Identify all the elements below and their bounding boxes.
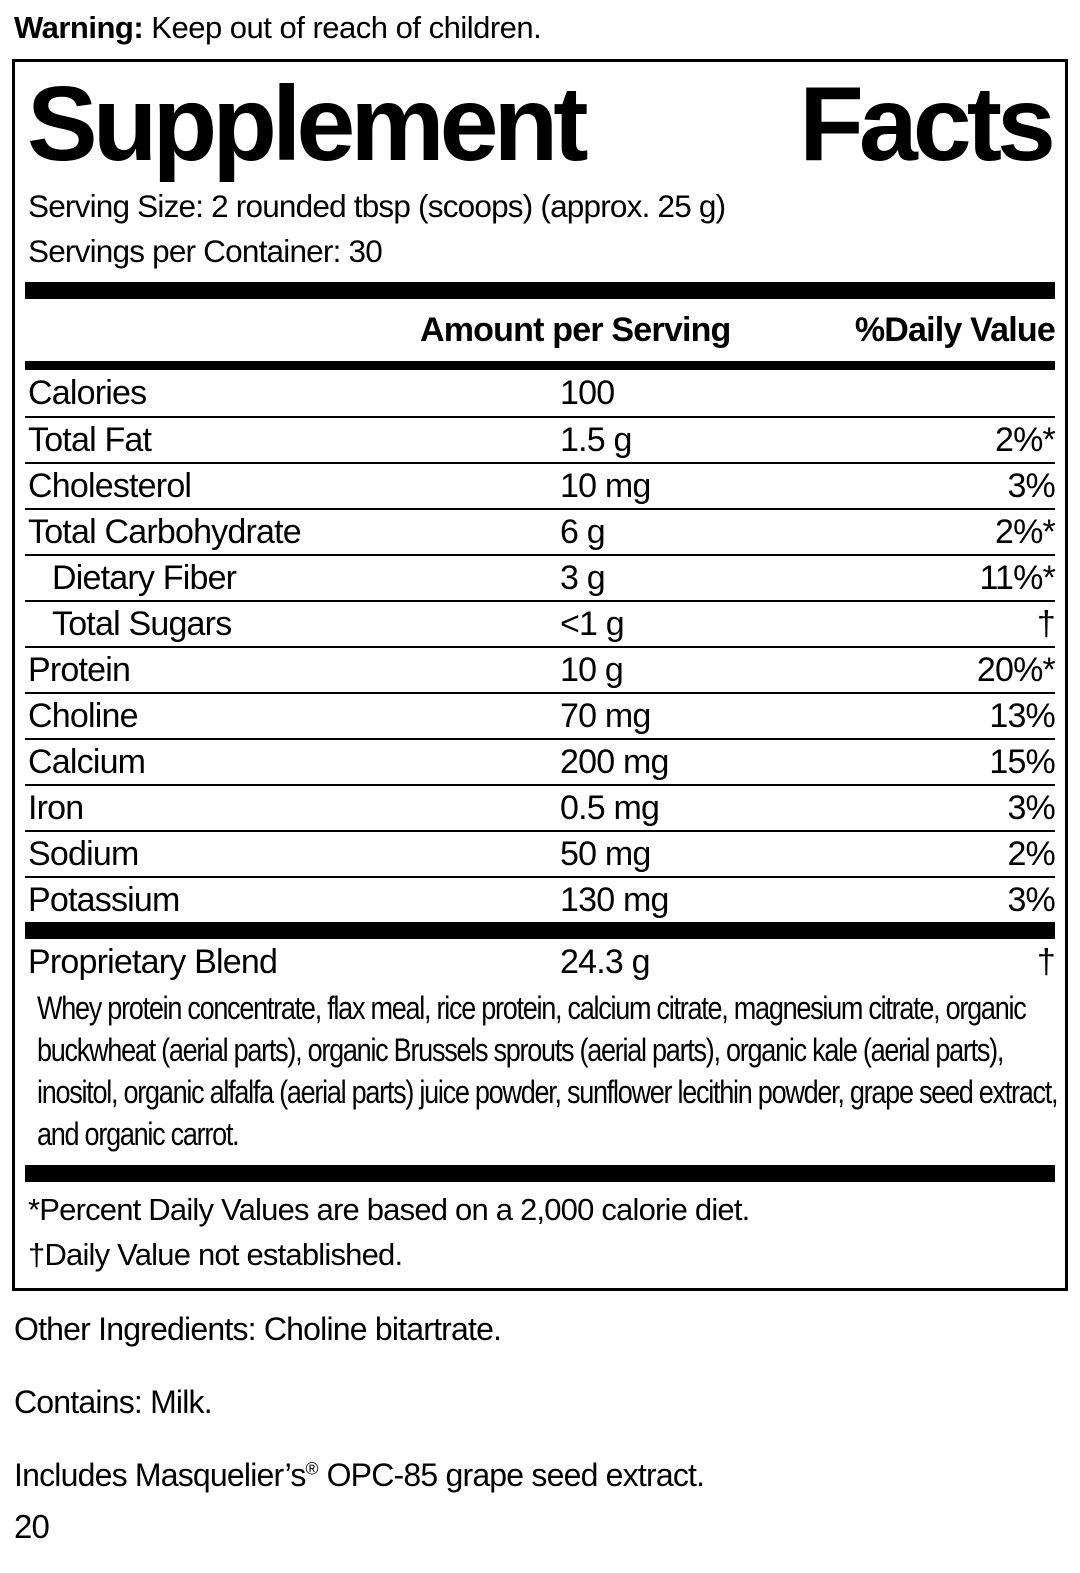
- nutrient-row-total-carbohydrate: [25, 508, 1055, 554]
- nutrient-amount: 200 mg: [560, 742, 669, 781]
- registered-trademark-mark: ®: [305, 1458, 319, 1479]
- daily-value-header: %Daily Value: [854, 310, 1055, 349]
- blend-description: Whey protein concentrate, flax meal, rice protein, calcium citrate, magnesium citrate, organic buckwheat (aerial parts), organic Brussels sprouts (aerial parts), organic kale (aerial parts), inositol, organic alfalfa (aerial parts) juice powder, sunflower lecithin powder, grape seed extract, and organic carrot.: [37, 990, 1058, 1153]
- nutrient-row-potassium: [25, 876, 1055, 922]
- divider-bar-top: [25, 282, 1055, 299]
- column-header-row: [25, 299, 1055, 361]
- warning-text: Keep out of reach of children.: [143, 10, 542, 45]
- nutrient-row-choline: [25, 692, 1055, 738]
- warning-line: [12, 10, 1068, 46]
- nutrient-amount: 130 mg: [560, 880, 669, 919]
- panel-title-word1: Supplement: [27, 65, 584, 183]
- nutrient-label: Dietary Fiber: [52, 558, 237, 597]
- nutrient-row-cholesterol: [25, 462, 1055, 508]
- nutrient-amount: <1 g: [560, 604, 624, 643]
- includes-statement: [12, 1457, 1068, 1494]
- nutrient-label: Potassium: [28, 880, 180, 919]
- proprietary-blend-label: Proprietary Blend: [28, 942, 278, 981]
- nutrient-row-total-fat: [25, 416, 1055, 462]
- nutrient-amount: 50 mg: [560, 834, 651, 873]
- servings-per-container: Servings per Container: 30: [28, 233, 382, 270]
- nutrient-label: Sodium: [28, 834, 139, 873]
- divider-bar-blend: [25, 922, 1055, 939]
- proprietary-blend-dv: †: [1036, 942, 1055, 981]
- nutrient-amount: 70 mg: [560, 696, 651, 735]
- nutrient-label: Calcium: [28, 742, 146, 781]
- nutrient-row-protein: [25, 646, 1055, 692]
- nutrient-dv: 11%*: [979, 558, 1055, 597]
- includes-pre: Includes Masquelier’s: [14, 1457, 306, 1494]
- proprietary-blend-row: [25, 939, 1055, 985]
- divider-bar-header: [25, 361, 1055, 370]
- nutrient-row-sodium: [25, 830, 1055, 876]
- nutrient-dv: 15%: [989, 742, 1055, 781]
- nutrient-amount: 6 g: [560, 512, 605, 551]
- blend-description-wrap: [25, 985, 1058, 1165]
- nutrient-dv: 20%*: [976, 650, 1055, 689]
- nutrient-amount: 3 g: [560, 558, 605, 597]
- nutrient-dv: 3%: [1007, 880, 1055, 919]
- warning-label: Warning:: [14, 10, 144, 45]
- contains-statement: Contains: Milk.: [14, 1384, 212, 1421]
- nutrient-dv: 2%*: [995, 512, 1055, 551]
- footnotes: [25, 1182, 1055, 1278]
- page-number: 20: [14, 1508, 50, 1546]
- footnote-daily-value-not-established: †Daily Value not established.: [28, 1237, 403, 1273]
- nutrient-label: Total Fat: [28, 420, 152, 459]
- nutrient-amount: 10 g: [560, 650, 623, 689]
- includes-post: OPC-85 grape seed extract.: [318, 1457, 705, 1494]
- serving-size: Serving Size: 2 rounded tbsp (scoops) (approx. 25 g): [28, 188, 726, 225]
- nutrient-dv: 3%: [1007, 788, 1055, 827]
- nutrient-label: Iron: [28, 788, 84, 827]
- nutrient-amount: 100: [560, 373, 615, 412]
- nutrient-amount: 1.5 g: [560, 420, 632, 459]
- footnote-percent-daily-values: *Percent Daily Values are based on a 2,000 calorie diet.: [28, 1192, 750, 1228]
- nutrient-dv: 13%: [989, 696, 1055, 735]
- other-ingredients: Other Ingredients: Choline bitartrate.: [14, 1311, 502, 1348]
- divider-bar-footnotes: [25, 1165, 1055, 1182]
- supplement-facts-panel: [12, 59, 1068, 1291]
- nutrient-label: Cholesterol: [28, 466, 192, 505]
- nutrient-dv: †: [1036, 604, 1055, 643]
- nutrient-amount: 0.5 mg: [560, 788, 660, 827]
- nutrient-label: Total Sugars: [52, 604, 232, 643]
- nutrient-row-dietary-fiber: [25, 554, 1055, 600]
- amount-per-serving-header: Amount per Serving: [420, 310, 731, 349]
- nutrient-label: Total Carbohydrate: [28, 512, 301, 551]
- nutrient-dv: 2%: [1007, 834, 1055, 873]
- nutrient-row-total-sugars: [25, 600, 1055, 646]
- panel-title: [25, 65, 1055, 184]
- nutrient-row-calories: [25, 370, 1055, 416]
- nutrient-label: Protein: [28, 650, 131, 689]
- nutrient-row-iron: [25, 784, 1055, 830]
- proprietary-blend-amount: 24.3 g: [560, 942, 650, 981]
- nutrient-dv: 3%: [1007, 466, 1055, 505]
- nutrient-label: Calories: [28, 373, 147, 412]
- nutrient-label: Choline: [28, 696, 138, 735]
- nutrient-dv: 2%*: [995, 420, 1055, 459]
- serving-info: [25, 184, 1055, 274]
- nutrient-amount: 10 mg: [560, 466, 651, 505]
- nutrient-row-calcium: [25, 738, 1055, 784]
- nutrient-rows: [25, 370, 1055, 922]
- panel-title-word2: Facts: [799, 65, 1051, 183]
